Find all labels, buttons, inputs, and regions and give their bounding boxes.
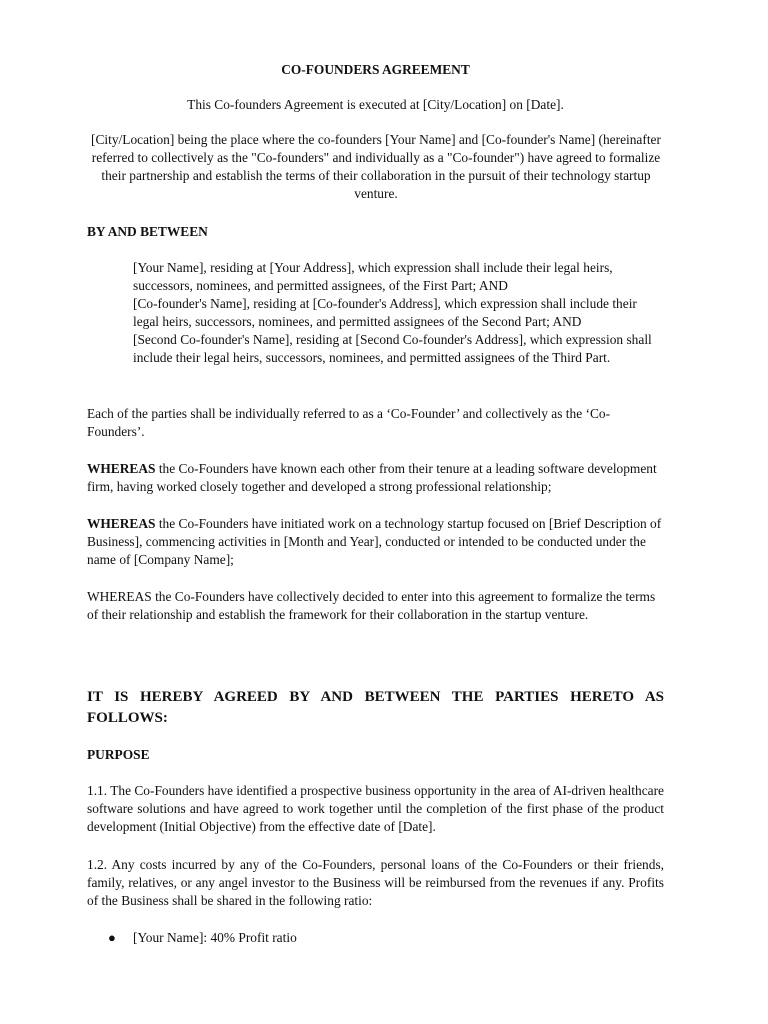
agreed-heading: IT IS HEREBY AGREED BY AND BETWEEN THE PARTIES HERETO AS FOLLOWS: [87, 689, 664, 726]
clause-1-1: 1.1. The Co-Founders have identified a prospective business opportunity in the area of AI-driven healthcare software solutions and have agreed to work together until the completion of the first phase of the product development (Initial Objective) from the effective date of [Date]. [87, 783, 664, 834]
profit-item: [Your Name]: 40% Profit ratio [133, 930, 297, 945]
party-second: [Co-founder's Name], residing at [Co-founder's Address], which expression shall include their legal heirs, successors, nominees, and permitted assignees of the Second Part; AND [133, 296, 637, 329]
whereas-paragraph-2 [87, 515, 664, 569]
document-title: CO-FOUNDERS AGREEMENT [281, 62, 470, 77]
referred-paragraph: Each of the parties shall be individually referred to as a ‘Co-Founder’ and collectively as the ‘Co-Founders’. [87, 406, 611, 439]
parties-block [133, 259, 664, 367]
by-and-between-heading: BY AND BETWEEN [87, 224, 208, 239]
bullet-icon: ● [108, 930, 116, 945]
whereas-text-1: the Co-Founders have known each other from their tenure at a leading software development firm, having worked closely together and developed a strong professional relationship; [87, 461, 657, 494]
whereas-paragraph-3: WHEREAS the Co-Founders have collectively decided to enter into this agreement to formalize the terms of their relationship and establish the framework for their collaboration in the startup venture. [87, 589, 656, 622]
party-third: [Second Co-founder's Name], residing at [Second Co-founder's Address], which expression shall include their legal heirs, successors, nominees, and permitted assignees of the Third Part. [133, 332, 652, 365]
clause-1-2: 1.2. Any costs incurred by any of the Co-Founders, personal loans of the Co-Founders or their friends, family, relatives, or any angel investor to the Business will be reimbursed from the revenues if any. Profits of the Business shall be shared in the following ratio: [87, 857, 664, 908]
intro-paragraph: [City/Location] being the place where the co-founders [Your Name] and [Co-founder's Name] (hereinafter referred to collectively as the "Co-founders" and individually as a "Co-founder") have agreed to formalize their partnership and establish the terms of their collaboration in the pursuit of their technology startup venture. [91, 132, 661, 201]
whereas-paragraph-1 [87, 460, 664, 496]
purpose-heading: PURPOSE [87, 747, 150, 762]
whereas-lead-1: WHEREAS [87, 461, 156, 476]
whereas-lead-2: WHEREAS [87, 516, 156, 531]
party-first: [Your Name], residing at [Your Address], which expression shall include their legal heirs, successors, nominees, and permitted assignees, of the First Part; AND [133, 260, 613, 293]
whereas-text-2: the Co-Founders have initiated work on a technology startup focused on [Brief Description of Business], commencing activities in [Month and Year], conducted or intended to be conducted under the name of [Company Name]; [87, 516, 662, 567]
executed-line: This Co-founders Agreement is executed at [City/Location] on [Date]. [187, 97, 564, 112]
